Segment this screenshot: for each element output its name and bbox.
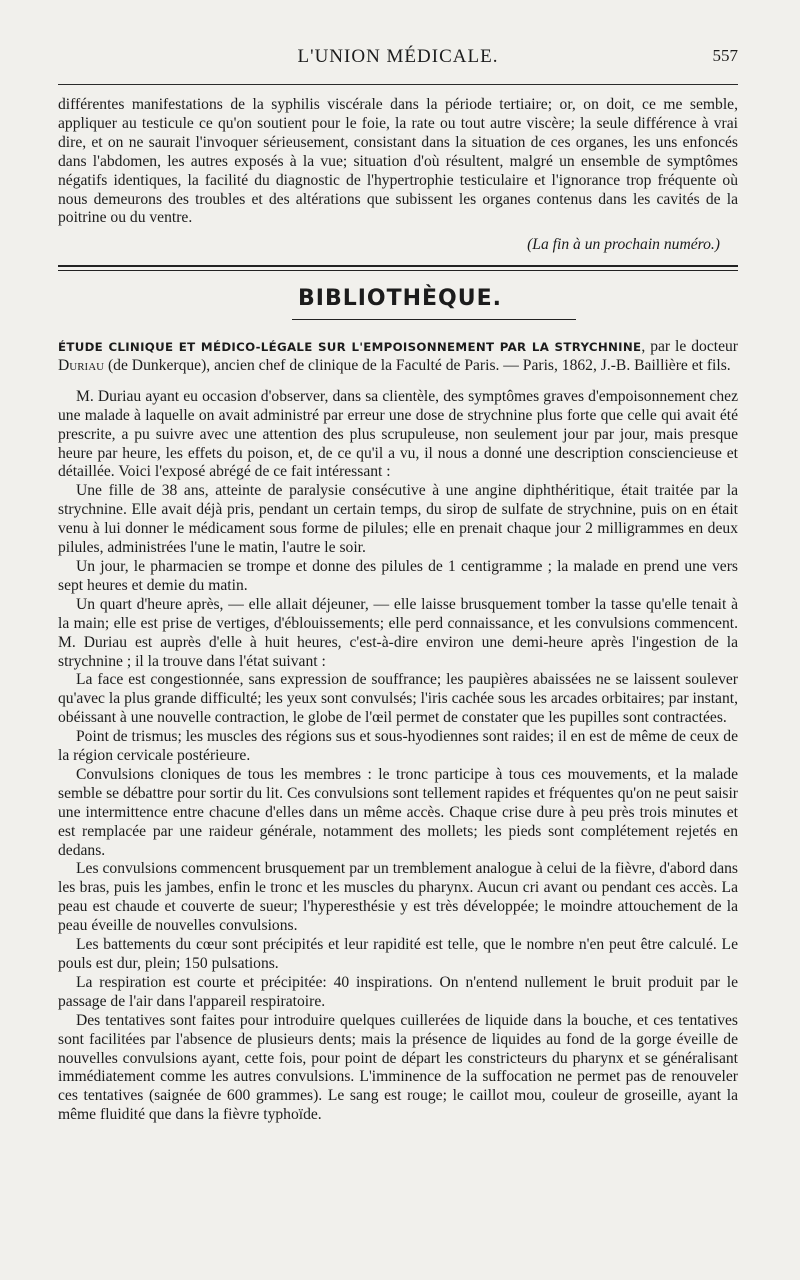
review-paragraph: Convulsions cloniques de tous les membres : le tronc participe à tous ces mouvements, et la malade semble se débattre pour sortir du lit. Ces convulsions sont tellement rapides et fréquentes qu'on ne peut saisir une intermittence entre chacune d'elles dans un même accès. Chaque crise dure à peu près trois minutes et est remplacée par une raideur générale, notamment des mollets; les pieds sont complétement rejetés en dedans. <box>58 765 738 859</box>
continuation-paragraph: différentes manifestations de la syphilis viscérale dans la période tertiaire; or, on doit, ce me semble, appliquer au testicule ce qu'on soutient pour le foie, la rate ou tout autre viscère; la seule différence à vrai dire, et on ne saurait l'invoquer sérieusement, consistant dans la situation de ces organes, les uns enfoncés dans l'abdomen, les autres exposés à la vue; situation d'où résultent, malgré un ensemble de symptômes négatifs identiques, la facilité du diagnostic de l'hypertrophie testiculaire et l'ignorance trop fréquente où nous demeurons des troubles et des altérations que subissent les organes contenus dans les cavités de la poitrine ou du ventre. <box>58 96 738 227</box>
review-paragraph: Un quart d'heure après, — elle allait déjeuner, — elle laisse brusquement tomber la tasse qu'elle tenait à la main; elle est prise de vertiges, d'éblouissements; elle perd connaissance, et les convulsions commencent. M. Duriau est auprès d'elle à huit heures, c'est-à-dire environ une demi-heure après l'ingestion de la strychnine ; il la trouve dans l'état suivant : <box>58 595 738 670</box>
review-paragraph: Les convulsions commencent brusquement par un tremblement analogue à celui de la fièvre, d'abord dans les bras, puis les jambes, enfin le tronc et les muscles du pharynx. Aucun cri avant ou pendant ces accès. La peau est chaude et couverte de sueur; l'hyperesthésie y est très développée; le moindre attouchement de la peau éveille de nouvelles convulsions. <box>58 860 738 935</box>
review-paragraph: Une fille de 38 ans, atteinte de paralysie consécutive à une angine diphthéritique, était traitée par la strychnine. Elle avait déjà pris, pendant un certain temps, du sirop de sulfate de strychnine, puis on en était venu à lui donner le médicament sous forme de pilules; elle en prenait chaque jour 2 milligrammes en deux pilules, administrées l'une le matin, l'autre le soir. <box>58 482 738 557</box>
work-title: ÉTUDE CLINIQUE ET MÉDICO-LÉGALE SUR L'EMPOISONNEMENT PAR LA STRYCHNINE <box>58 340 642 354</box>
header-rule <box>58 84 738 85</box>
section-divider <box>58 265 738 267</box>
section-divider-thin <box>58 270 738 271</box>
closing-note: (La fin à un prochain numéro.) <box>527 236 720 253</box>
running-head <box>58 46 738 74</box>
author-name: Duriau <box>58 356 105 374</box>
section-title: BIBLIOTHÈQUE. <box>297 286 503 311</box>
running-title: L'UNION MÉDICALE. <box>297 46 499 67</box>
citation-after-name: (de Dunkerque), ancien chef de clinique de la Faculté de Paris. — Paris, 1862, J.-B. Baillière et fils. <box>104 356 731 374</box>
citation-gap <box>58 376 738 388</box>
continuation-text <box>58 96 738 228</box>
review-paragraph: La face est congestionnée, sans expression de souffrance; les paupières abaissées ne se laissent soulever qu'avec la plus grande difficulté; les yeux sont convulsés; l'iris cachée sous les arcades orbitaires; par instant, obéissant à une nouvelle contraction, le globe de l'œil permet de constater que les pupilles sont contractées. <box>58 671 738 727</box>
review-paragraph: Les battements du cœur sont précipités et leur rapidité est telle, que le nombre n'en peut être calculé. Le pouls est dur, plein; 150 pulsations. <box>58 936 738 972</box>
citation-before-name: , par le docteur <box>641 338 738 355</box>
section-title-rule <box>292 319 576 320</box>
review-paragraph: Des tentatives sont faites pour introduire quelques cuillerées de liquide dans la bouche, et ces tentatives sont facilitées par l'absence de plusieurs dents; mais la présence de liquides au fond de la gorge éveille de nouvelles convulsions ayant, cette fois, pour point de départ les constricteurs du pharynx et se généralisant immédiatement comme les autres convulsions. L'imminence de la suffocation ne permet pas de renouveler ces tentatives (saignée de 600 grammes). Le sang est rouge; le caillot mou, couleur de groseille, ayant la même fluidité que dans la fièvre typhoïde. <box>58 1011 738 1124</box>
review-text <box>58 338 738 1125</box>
review-paragraph: Point de trismus; les muscles des régions sus et sous-hyodiennes sont raides; il en est de même de ceux de la région cervicale postérieure. <box>58 728 738 765</box>
review-paragraph: La respiration est courte et précipitée: 40 inspirations. On n'entend nullement le bruit produit par le passage de l'air dans l'appareil respiratoire. <box>58 973 738 1010</box>
page-number: 557 <box>712 46 738 65</box>
review-citation <box>58 338 738 376</box>
review-paragraph: Un jour, le pharmacien se trompe et donne des pilules de 1 centigramme ; la malade en prend une vers sept heures et demie du matin. <box>58 557 738 594</box>
review-paragraph: M. Duriau ayant eu occasion d'observer, dans sa clientèle, des symptômes graves d'empoisonnement chez une malade à laquelle on avait administré par erreur une dose de strychnine plus forte que celle qui avait été prescrite, a pu suivre avec une attention des plus scrupuleuse, non seulement jour par jour, mais presque heure par heure, les effets du poison, et, de ce qu'il a vu, il nous a donné une description consciencieuse et détaillée. Voici l'exposé abrégé de ce fait intéressant : <box>58 387 738 481</box>
